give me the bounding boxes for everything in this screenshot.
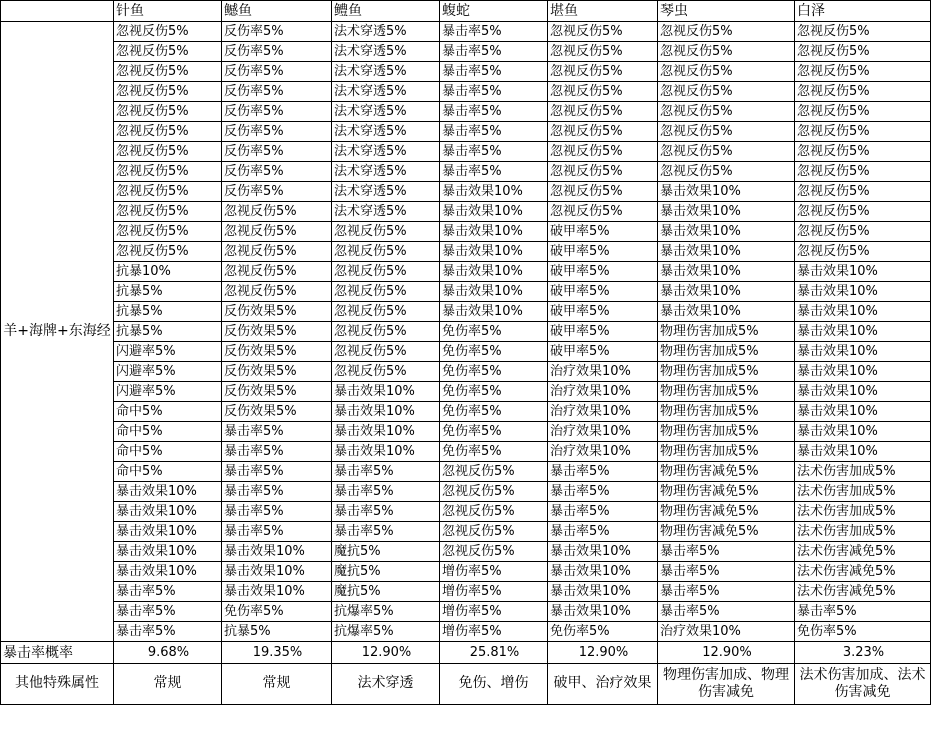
table-cell: 暴击效果10% — [795, 422, 931, 442]
table-cell: 法术伤害加成5% — [795, 462, 931, 482]
table-row — [1, 562, 931, 582]
table-row — [1, 542, 931, 562]
table-cell: 物理伤害加成5% — [658, 342, 795, 362]
table-cell: 反伤效果5% — [222, 302, 332, 322]
table-cell: 忽视反伤5% — [795, 242, 931, 262]
crit-rate-value: 9.68% — [114, 642, 222, 664]
table-cell: 暴击效果10% — [440, 302, 548, 322]
table-cell: 治疗效果10% — [658, 622, 795, 642]
table-cell: 治疗效果10% — [548, 362, 658, 382]
table-cell: 忽视反伤5% — [440, 502, 548, 522]
table-cell: 增伤率5% — [440, 622, 548, 642]
table-cell: 反伤率5% — [222, 82, 332, 102]
col-header: 白泽 — [795, 1, 931, 22]
crit-rate-value: 12.90% — [332, 642, 440, 664]
crit-rate-value: 25.81% — [440, 642, 548, 664]
table-cell: 暴击率5% — [548, 462, 658, 482]
table-cell: 治疗效果10% — [548, 382, 658, 402]
table-cell: 忽视反伤5% — [795, 182, 931, 202]
table-cell: 忽视反伤5% — [114, 122, 222, 142]
table-cell: 忽视反伤5% — [222, 262, 332, 282]
table-cell: 免伤率5% — [440, 422, 548, 442]
table-cell: 忽视反伤5% — [548, 42, 658, 62]
table-cell: 忽视反伤5% — [795, 162, 931, 182]
table-cell: 暴击效果10% — [658, 182, 795, 202]
table-cell: 魔抗5% — [332, 582, 440, 602]
table-cell: 暴击效果10% — [114, 482, 222, 502]
table-cell: 忽视反伤5% — [332, 222, 440, 242]
crit-rate-value: 19.35% — [222, 642, 332, 664]
table-row — [1, 402, 931, 422]
special-attr-value: 常规 — [114, 664, 222, 705]
table-row — [1, 102, 931, 122]
table-cell: 暴击效果10% — [332, 402, 440, 422]
table-cell: 忽视反伤5% — [548, 22, 658, 42]
table-cell: 暴击率5% — [658, 602, 795, 622]
table-cell: 物理伤害加成5% — [658, 402, 795, 422]
table-cell: 法术穿透5% — [332, 122, 440, 142]
table-cell: 反伤率5% — [222, 102, 332, 122]
table-row — [1, 242, 931, 262]
table-cell: 暴击效果10% — [548, 582, 658, 602]
table-cell: 暴击效果10% — [332, 422, 440, 442]
table-cell: 暴击率5% — [795, 602, 931, 622]
table-cell: 暴击率5% — [658, 542, 795, 562]
table-row — [1, 282, 931, 302]
table-cell: 忽视反伤5% — [222, 242, 332, 262]
table-cell: 忽视反伤5% — [658, 102, 795, 122]
table-cell: 暴击率5% — [332, 522, 440, 542]
table-cell: 反伤效果5% — [222, 402, 332, 422]
table-row — [1, 382, 931, 402]
table-cell: 法术伤害减免5% — [795, 582, 931, 602]
table-cell: 暴击效果10% — [795, 262, 931, 282]
table-cell: 魔抗5% — [332, 562, 440, 582]
table-cell: 破甲率5% — [548, 242, 658, 262]
table-cell: 法术伤害加成5% — [795, 482, 931, 502]
header-corner — [1, 1, 114, 22]
table-cell: 忽视反伤5% — [440, 542, 548, 562]
table-cell: 暴击率5% — [114, 602, 222, 622]
table-body — [1, 1, 931, 705]
table-cell: 忽视反伤5% — [795, 222, 931, 242]
table-cell: 暴击率5% — [440, 142, 548, 162]
table-cell: 暴击效果10% — [222, 542, 332, 562]
table-cell: 反伤效果5% — [222, 342, 332, 362]
table-cell: 破甲率5% — [548, 262, 658, 282]
table-cell: 增伤率5% — [440, 562, 548, 582]
table-cell: 物理伤害减免5% — [658, 462, 795, 482]
table-cell: 忽视反伤5% — [332, 302, 440, 322]
table-cell: 忽视反伤5% — [114, 202, 222, 222]
table-cell: 暴击效果10% — [440, 242, 548, 262]
table-cell: 暴击效果10% — [440, 202, 548, 222]
table-cell: 暴击效果10% — [222, 562, 332, 582]
table-cell: 忽视反伤5% — [114, 42, 222, 62]
table-row — [1, 142, 931, 162]
crit-rate-value: 3.23% — [795, 642, 931, 664]
table-cell: 法术穿透5% — [332, 202, 440, 222]
table-cell: 魔抗5% — [332, 542, 440, 562]
table-cell: 抗暴5% — [222, 622, 332, 642]
table-cell: 免伤率5% — [440, 402, 548, 422]
table-cell: 暴击效果10% — [795, 442, 931, 462]
table-cell: 破甲率5% — [548, 342, 658, 362]
table-row — [1, 462, 931, 482]
table-cell: 反伤率5% — [222, 142, 332, 162]
table-cell: 抗暴5% — [114, 302, 222, 322]
table-cell: 暴击率5% — [658, 562, 795, 582]
special-attr-value: 破甲、治疗效果 — [548, 664, 658, 705]
table-cell: 反伤效果5% — [222, 382, 332, 402]
table-cell: 免伤率5% — [440, 342, 548, 362]
table-cell: 物理伤害加成5% — [658, 422, 795, 442]
table-cell: 暴击率5% — [222, 482, 332, 502]
table-cell: 暴击率5% — [440, 82, 548, 102]
table-cell: 暴击效果10% — [795, 322, 931, 342]
table-cell: 破甲率5% — [548, 222, 658, 242]
col-header: 琴虫 — [658, 1, 795, 22]
table-cell: 暴击效果10% — [114, 522, 222, 542]
table-cell: 忽视反伤5% — [114, 162, 222, 182]
table-row — [1, 582, 931, 602]
table-row — [1, 422, 931, 442]
special-attr-row — [1, 664, 931, 705]
table-cell: 忽视反伤5% — [548, 82, 658, 102]
table-row — [1, 502, 931, 522]
table-cell: 忽视反伤5% — [440, 462, 548, 482]
table-cell: 物理伤害加成5% — [658, 382, 795, 402]
table-cell: 命中5% — [114, 442, 222, 462]
table-cell: 忽视反伤5% — [114, 82, 222, 102]
table-cell: 忽视反伤5% — [114, 62, 222, 82]
table-cell: 忽视反伤5% — [548, 142, 658, 162]
table-cell: 法术穿透5% — [332, 62, 440, 82]
table-cell: 命中5% — [114, 402, 222, 422]
table-cell: 暴击效果10% — [795, 302, 931, 322]
table-row — [1, 622, 931, 642]
table-cell: 忽视反伤5% — [658, 22, 795, 42]
table-cell: 暴击效果10% — [795, 282, 931, 302]
crit-rate-value: 12.90% — [658, 642, 795, 664]
table-cell: 物理伤害加成5% — [658, 442, 795, 462]
table-row — [1, 22, 931, 42]
table-cell: 忽视反伤5% — [658, 62, 795, 82]
table-row — [1, 442, 931, 462]
special-attr-value: 常规 — [222, 664, 332, 705]
table-cell: 暴击率5% — [114, 582, 222, 602]
table-cell: 物理伤害加成5% — [658, 322, 795, 342]
table-cell: 暴击效果10% — [658, 242, 795, 262]
table-cell: 忽视反伤5% — [332, 282, 440, 302]
table-cell: 增伤率5% — [440, 602, 548, 622]
table-cell: 破甲率5% — [548, 302, 658, 322]
table-row — [1, 42, 931, 62]
table-row — [1, 342, 931, 362]
table-row — [1, 482, 931, 502]
table-cell: 忽视反伤5% — [332, 322, 440, 342]
table-cell: 忽视反伤5% — [795, 82, 931, 102]
table-cell: 抗暴5% — [114, 282, 222, 302]
table-row — [1, 62, 931, 82]
table-cell: 法术伤害加成5% — [795, 502, 931, 522]
table-cell: 忽视反伤5% — [222, 282, 332, 302]
table-cell: 暴击效果10% — [440, 182, 548, 202]
table-cell: 免伤率5% — [440, 442, 548, 462]
table-cell: 反伤率5% — [222, 162, 332, 182]
special-attr-value: 法术穿透 — [332, 664, 440, 705]
table-cell: 破甲率5% — [548, 282, 658, 302]
crit-rate-row — [1, 642, 931, 664]
table-cell: 免伤率5% — [795, 622, 931, 642]
table-row — [1, 202, 931, 222]
table-cell: 忽视反伤5% — [332, 342, 440, 362]
table-cell: 暴击效果10% — [795, 402, 931, 422]
table-cell: 暴击率5% — [440, 22, 548, 42]
table-cell: 免伤率5% — [222, 602, 332, 622]
table-cell: 暴击率5% — [332, 482, 440, 502]
table-cell: 暴击率5% — [222, 462, 332, 482]
table-row — [1, 122, 931, 142]
table-cell: 暴击率5% — [222, 502, 332, 522]
table-cell: 暴击效果10% — [548, 602, 658, 622]
table-cell: 命中5% — [114, 462, 222, 482]
table-cell: 忽视反伤5% — [548, 182, 658, 202]
table-cell: 闪避率5% — [114, 342, 222, 362]
table-cell: 增伤率5% — [440, 582, 548, 602]
table-cell: 暴击效果10% — [658, 262, 795, 282]
table-cell: 忽视反伤5% — [114, 222, 222, 242]
table-cell: 暴击效果10% — [222, 582, 332, 602]
table-cell: 忽视反伤5% — [795, 62, 931, 82]
table-cell: 法术穿透5% — [332, 102, 440, 122]
table-cell: 抗爆率5% — [332, 602, 440, 622]
table-cell: 忽视反伤5% — [658, 142, 795, 162]
table-cell: 忽视反伤5% — [658, 82, 795, 102]
special-attr-value: 免伤、增伤 — [440, 664, 548, 705]
table-row — [1, 82, 931, 102]
table-cell: 忽视反伤5% — [548, 202, 658, 222]
table-cell: 暴击效果10% — [440, 282, 548, 302]
table-cell: 忽视反伤5% — [548, 122, 658, 142]
table-row — [1, 362, 931, 382]
table-cell: 暴击率5% — [332, 462, 440, 482]
table-cell: 忽视反伤5% — [332, 242, 440, 262]
table-cell: 忽视反伤5% — [114, 22, 222, 42]
crit-rate-value: 12.90% — [548, 642, 658, 664]
table-cell: 物理伤害减免5% — [658, 502, 795, 522]
table-cell: 反伤率5% — [222, 22, 332, 42]
table-cell: 物理伤害减免5% — [658, 482, 795, 502]
table-cell: 暴击效果10% — [114, 502, 222, 522]
table-cell: 法术伤害加成5% — [795, 522, 931, 542]
table-cell: 暴击率5% — [114, 622, 222, 642]
table-row — [1, 262, 931, 282]
table-cell: 免伤率5% — [440, 382, 548, 402]
table-cell: 反伤率5% — [222, 42, 332, 62]
table-cell: 暴击效果10% — [548, 562, 658, 582]
table-row — [1, 522, 931, 542]
table-cell: 法术穿透5% — [332, 182, 440, 202]
table-cell: 暴击率5% — [440, 42, 548, 62]
table-cell: 抗爆率5% — [332, 622, 440, 642]
table-cell: 治疗效果10% — [548, 442, 658, 462]
table-cell: 暴击率5% — [332, 502, 440, 522]
table-cell: 暴击率5% — [222, 422, 332, 442]
table-cell: 暴击效果10% — [332, 382, 440, 402]
table-row — [1, 182, 931, 202]
special-attr-value: 法术伤害加成、法术伤害减免 — [795, 664, 931, 705]
table-cell: 忽视反伤5% — [114, 142, 222, 162]
table-cell: 法术穿透5% — [332, 162, 440, 182]
table-cell: 命中5% — [114, 422, 222, 442]
table-cell: 免伤率5% — [440, 322, 548, 342]
table-cell: 反伤效果5% — [222, 362, 332, 382]
table-cell: 反伤率5% — [222, 62, 332, 82]
table-cell: 暴击效果10% — [332, 442, 440, 462]
table-cell: 忽视反伤5% — [795, 22, 931, 42]
table-cell: 治疗效果10% — [548, 402, 658, 422]
table-cell: 暴击率5% — [222, 442, 332, 462]
table-cell: 忽视反伤5% — [222, 222, 332, 242]
table-cell: 忽视反伤5% — [548, 102, 658, 122]
table-cell: 忽视反伤5% — [795, 122, 931, 142]
special-attr-value: 物理伤害加成、物理伤害减免 — [658, 664, 795, 705]
col-header: 鳢鱼 — [332, 1, 440, 22]
table-cell: 法术穿透5% — [332, 22, 440, 42]
table-cell: 暴击效果10% — [658, 202, 795, 222]
table-cell: 免伤率5% — [548, 622, 658, 642]
table-cell: 忽视反伤5% — [440, 482, 548, 502]
table-cell: 忽视反伤5% — [114, 182, 222, 202]
table-row — [1, 602, 931, 622]
table-cell: 忽视反伤5% — [795, 142, 931, 162]
table-cell: 法术穿透5% — [332, 82, 440, 102]
table-cell: 暴击率5% — [548, 522, 658, 542]
table-cell: 暴击效果10% — [658, 282, 795, 302]
table-cell: 治疗效果10% — [548, 422, 658, 442]
table-row — [1, 222, 931, 242]
table-cell: 忽视反伤5% — [440, 522, 548, 542]
table-cell: 暴击效果10% — [440, 222, 548, 242]
table-cell: 暴击效果10% — [440, 262, 548, 282]
table-cell: 法术伤害减免5% — [795, 562, 931, 582]
table-cell: 忽视反伤5% — [114, 242, 222, 262]
table-cell: 暴击效果10% — [795, 362, 931, 382]
table-cell: 暴击率5% — [440, 102, 548, 122]
table-cell: 闪避率5% — [114, 382, 222, 402]
table-cell: 忽视反伤5% — [222, 202, 332, 222]
col-header: 蝮蛇 — [440, 1, 548, 22]
table-cell: 暴击率5% — [548, 502, 658, 522]
table-cell: 反伤率5% — [222, 182, 332, 202]
crit-rate-row-label: 暴击率概率 — [1, 642, 114, 664]
table-cell: 忽视反伤5% — [548, 162, 658, 182]
table-cell: 反伤效果5% — [222, 322, 332, 342]
table-cell: 暴击率5% — [658, 582, 795, 602]
table-cell: 忽视反伤5% — [795, 102, 931, 122]
table-cell: 忽视反伤5% — [658, 122, 795, 142]
table-cell: 暴击效果10% — [114, 562, 222, 582]
table-cell: 暴击率5% — [440, 122, 548, 142]
table-cell: 抗暴5% — [114, 322, 222, 342]
table-cell: 暴击率5% — [222, 522, 332, 542]
table-cell: 抗暴10% — [114, 262, 222, 282]
table-cell: 法术穿透5% — [332, 142, 440, 162]
table-cell: 暴击效果10% — [548, 542, 658, 562]
table-cell: 暴击效果10% — [114, 542, 222, 562]
col-header: 堪鱼 — [548, 1, 658, 22]
table-cell: 破甲率5% — [548, 322, 658, 342]
table-cell: 暴击效果10% — [658, 302, 795, 322]
table-cell: 暴击率5% — [440, 62, 548, 82]
table-cell: 法术穿透5% — [332, 42, 440, 62]
table-cell: 反伤率5% — [222, 122, 332, 142]
col-header: 鳡鱼 — [222, 1, 332, 22]
table-cell: 忽视反伤5% — [332, 262, 440, 282]
table-cell: 闪避率5% — [114, 362, 222, 382]
special-attr-row-label: 其他特殊属性 — [1, 664, 114, 705]
table-cell: 暴击率5% — [440, 162, 548, 182]
table-cell: 暴击率5% — [548, 482, 658, 502]
table-row — [1, 322, 931, 342]
table-cell: 忽视反伤5% — [795, 202, 931, 222]
table-cell: 忽视反伤5% — [548, 62, 658, 82]
header-row — [1, 1, 931, 22]
group-label: 羊+海牌+东海经 — [1, 22, 114, 642]
table-cell: 暴击效果10% — [795, 382, 931, 402]
table-row — [1, 302, 931, 322]
table-cell: 免伤率5% — [440, 362, 548, 382]
table-cell: 忽视反伤5% — [795, 42, 931, 62]
table-cell: 物理伤害加成5% — [658, 362, 795, 382]
table-row — [1, 162, 931, 182]
col-header: 针鱼 — [114, 1, 222, 22]
table-cell: 忽视反伤5% — [114, 102, 222, 122]
table-cell: 物理伤害减免5% — [658, 522, 795, 542]
table-cell: 忽视反伤5% — [332, 362, 440, 382]
table-cell: 法术伤害减免5% — [795, 542, 931, 562]
table-cell: 暴击效果10% — [795, 342, 931, 362]
table-cell: 暴击效果10% — [658, 222, 795, 242]
table-cell: 忽视反伤5% — [658, 42, 795, 62]
table-cell: 忽视反伤5% — [658, 162, 795, 182]
